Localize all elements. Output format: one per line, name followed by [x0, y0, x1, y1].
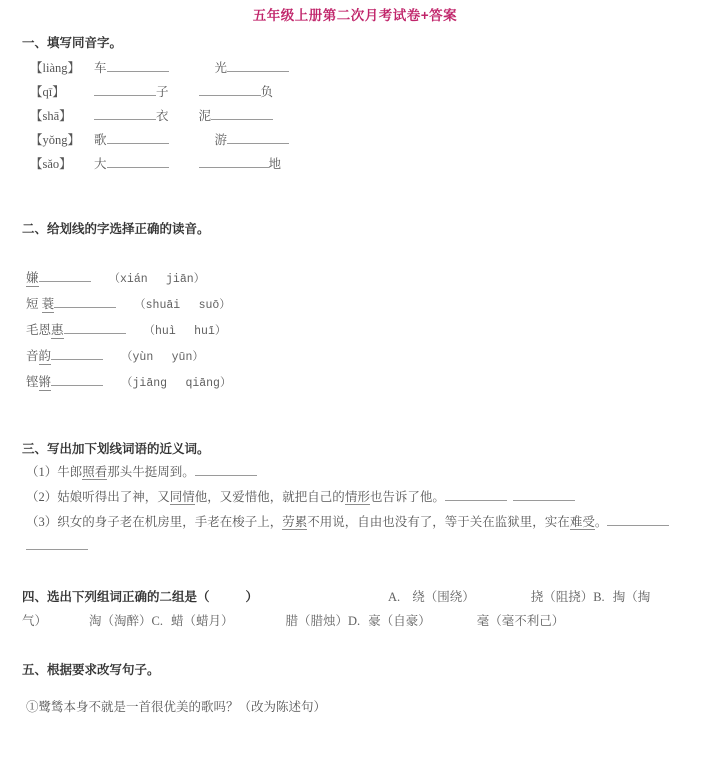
char-left: 车: [94, 61, 107, 75]
fill-row: [30, 56, 710, 80]
char-left: 子: [156, 85, 169, 99]
sentence-part: 。: [594, 515, 608, 529]
exam-page: [0, 8, 710, 764]
pinyin-choice-row: [26, 318, 710, 344]
answer-blank[interactable]: [195, 464, 257, 476]
char-right: 游: [214, 133, 228, 147]
underlined-char: 嫌: [26, 271, 39, 285]
option-c-second[interactable]: 腊（腊烛）: [285, 614, 349, 628]
answer-blank[interactable]: [107, 132, 169, 144]
pinyin-label: 【sǎo】: [30, 157, 72, 171]
char-right: 地: [268, 157, 282, 171]
section-heading-1: 一、填写同音字。: [22, 36, 123, 50]
sentence-part: 织女的身子老在机房里，手老在梭子上，: [57, 515, 283, 529]
answer-blank[interactable]: [199, 84, 261, 96]
char-right: 泥: [198, 109, 212, 123]
pinyin-label: 【liàng】: [30, 61, 80, 75]
question-item: [26, 510, 710, 535]
underlined-word: 照看: [82, 465, 108, 479]
option-d-first[interactable]: 豪（自豪）: [368, 614, 431, 628]
section-3-items: [0, 460, 710, 557]
answer-blank[interactable]: [51, 348, 103, 360]
pinyin-choice-row: [26, 344, 710, 370]
section-4-line-2: [22, 609, 710, 633]
answer-blank[interactable]: [211, 108, 273, 120]
pinyin-choice-row: [26, 292, 710, 318]
item-number: （1）: [26, 465, 58, 479]
item-text: 鹭鸶本身不就是一首很优美的歌吗？（改为陈述句）: [38, 700, 327, 714]
pinyin-choice-row: [26, 370, 710, 396]
char-right: 负: [260, 85, 274, 99]
section-heading-4-close: ）: [245, 590, 259, 604]
option-b-second[interactable]: 淘（淘醉）: [89, 614, 152, 628]
answer-blank[interactable]: [227, 60, 289, 72]
pinyin-label: 【qī】: [30, 85, 65, 99]
word-prefix: 音: [26, 349, 39, 363]
underlined-word: 同情: [169, 490, 195, 504]
sentence-part: 也告诉了他。: [369, 490, 445, 504]
option-b-first-partial[interactable]: 掏（掏: [612, 590, 651, 604]
answer-blank[interactable]: [107, 156, 169, 168]
option-label-b[interactable]: B.: [593, 590, 605, 604]
answer-blank[interactable]: [445, 489, 507, 501]
fill-row: [30, 152, 710, 176]
char-left: 衣: [156, 109, 169, 123]
underlined-word: 劳累: [282, 515, 308, 529]
pinyin-options: （yùn yūn）: [121, 351, 204, 364]
wrapped-answer-blank-row: [26, 535, 710, 557]
answer-blank[interactable]: [227, 132, 289, 144]
word-prefix: 铿: [26, 375, 39, 389]
option-a-first[interactable]: 绕（围绕）: [412, 590, 475, 604]
char-left: 歌: [94, 133, 107, 147]
option-label-d[interactable]: D.: [348, 614, 361, 628]
item-number: （2）: [26, 490, 58, 504]
option-d-second[interactable]: 毫（毫不利己）: [476, 614, 565, 628]
item-number: ①: [26, 700, 39, 714]
sentence-part: 那头牛挺周到。: [107, 465, 195, 479]
underlined-char: 锵: [38, 375, 52, 389]
answer-blank[interactable]: [64, 322, 126, 334]
underlined-word: 情形: [344, 490, 370, 504]
pinyin-options: （xián jiān）: [108, 273, 206, 286]
section-1-rows: [0, 56, 710, 176]
answer-blank[interactable]: [39, 270, 91, 282]
option-c-first[interactable]: 蜡（蜡月）: [171, 614, 234, 628]
section-2-rows: [0, 266, 710, 396]
underlined-char: 韵: [38, 349, 52, 363]
fill-row: [30, 80, 710, 104]
section-heading-2: 二、给划线的字选择正确的读音。: [22, 222, 210, 236]
section-heading-5: 五、根据要求改写句子。: [22, 663, 160, 677]
question-item: [26, 460, 710, 485]
section-heading-4: 四、选出下列组词正确的二组是（: [22, 590, 210, 604]
pinyin-options: （huì huī）: [143, 325, 227, 338]
answer-blank[interactable]: [607, 514, 669, 526]
item-number: （3）: [26, 515, 58, 529]
sentence-part: 不用说，自由也没有了，等于关在监狱里，实在: [307, 515, 570, 529]
option-b-first-cont[interactable]: 气）: [22, 614, 48, 628]
fill-row: [30, 128, 710, 152]
answer-blank[interactable]: [107, 60, 169, 72]
answer-blank[interactable]: [54, 296, 116, 308]
underlined-word: 难受: [569, 515, 595, 529]
sentence-part: 牛郎: [57, 465, 83, 479]
pinyin-options: （shuāi suō）: [134, 299, 231, 312]
pinyin-label: 【shā】: [30, 109, 72, 123]
section-4-line-1: [0, 585, 710, 609]
section-heading-3: 三、写出加下划线词语的近义词。: [22, 442, 210, 456]
fill-row: [30, 104, 710, 128]
answer-blank[interactable]: [199, 156, 269, 168]
answer-blank[interactable]: [26, 538, 88, 550]
underlined-char: 惠: [51, 323, 64, 337]
answer-blank[interactable]: [51, 374, 103, 386]
char-right: 光: [214, 61, 228, 75]
underlined-char: 蓑: [41, 297, 55, 311]
pinyin-choice-row: [26, 266, 710, 292]
section-5-item: [26, 695, 710, 720]
answer-blank[interactable]: [513, 489, 575, 501]
option-label-c[interactable]: C.: [151, 614, 163, 628]
word-prefix: 毛恩: [26, 323, 52, 337]
sentence-part: 姑娘听得出了神，又: [57, 490, 170, 504]
answer-blank[interactable]: [94, 108, 156, 120]
pinyin-label: 【yǒng】: [30, 133, 81, 147]
char-left: 大: [94, 157, 107, 171]
option-label-a[interactable]: A.: [388, 590, 401, 604]
page-title: 五年级上册第二次月考试卷+答案: [252, 8, 458, 23]
question-item: [26, 485, 710, 510]
answer-blank[interactable]: [94, 84, 156, 96]
option-a-second[interactable]: 挠（阻挠）: [530, 590, 594, 604]
pinyin-options: （jiāng qiāng）: [121, 377, 232, 390]
sentence-part: 他，又爱惜他，就把自己的: [194, 490, 345, 504]
word-prefix: 短: [26, 297, 42, 311]
